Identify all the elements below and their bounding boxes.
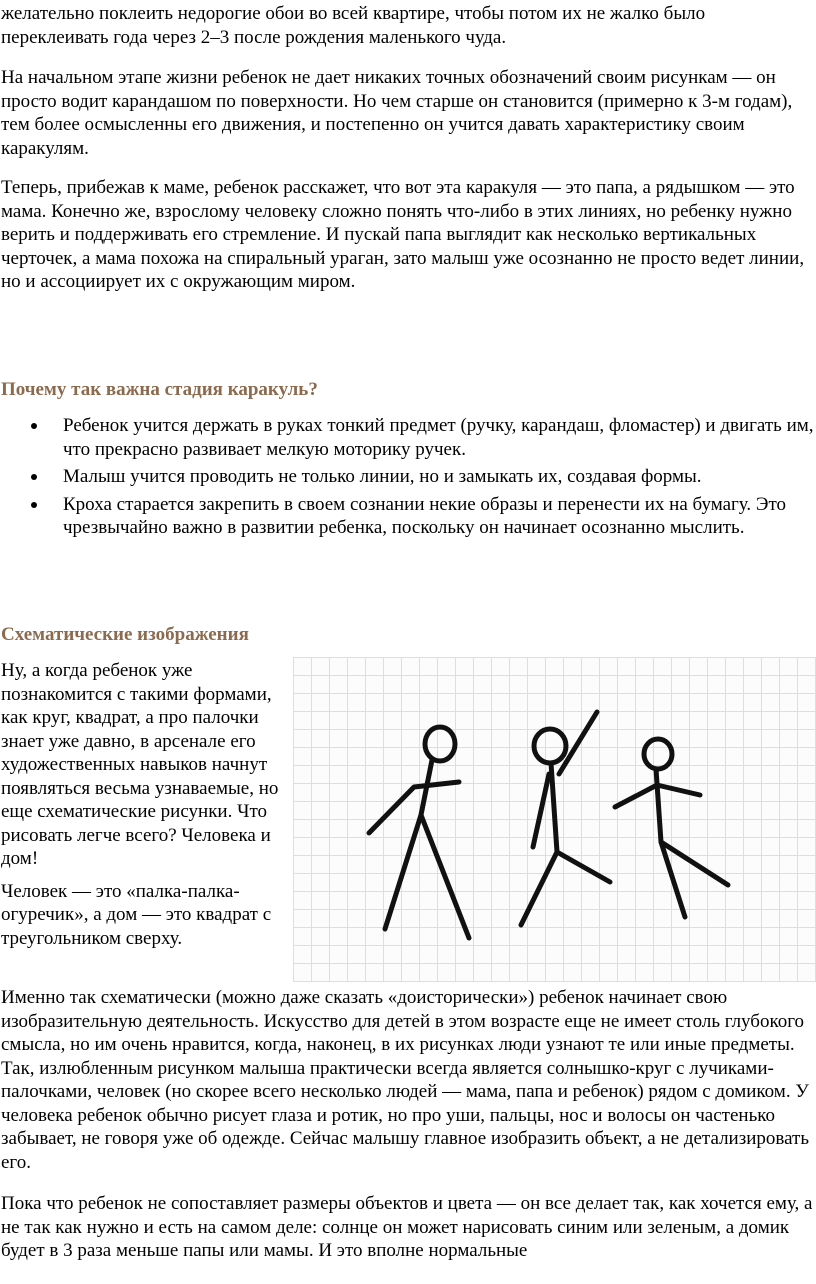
- list-item: [0, 465, 815, 489]
- paragraph-wallpaper: желательно поклеить недорогие обои во всей квартире, чтобы потом их не жалко было переклеивать года через 2–3 после рождения маленького чуда.: [1, 3, 706, 48]
- list-item-text: Малыш учится проводить не только линии, но и замыкать их, создавая формы.: [63, 466, 702, 487]
- list-item: [0, 414, 815, 461]
- stick-figures-icon: [293, 657, 816, 982]
- side-text-block: [1, 659, 291, 950]
- stick-figure-left: [369, 727, 469, 938]
- bullet-icon: [31, 423, 37, 429]
- paragraph-mom-dad: Теперь, прибежав к маме, ребенок расскажет, что вот эта каракуля — это папа, а рядышком — это мама. Конечно же, взрослому человеку сложно понять что-либо в этих линиях, но ребенку нужно верить и поддерживать его стремление. И пускай папа выглядит как несколько вертикальных черточек, а мама похожа на спиральный ураган, зато малыш уже осознанно не просто ведет линии, но и ассоциирует их с окружающим миром.: [1, 177, 805, 292]
- bullet-icon: [31, 474, 37, 480]
- paragraph-shapes: Ну, а когда ребенок уже познакомится с такими формами, как круг, квадрат, а про палочки знает уже давно, в арсенале его художественных навыков начнут появляться весьма узнаваемые, но еще схематические рисунки. Что рисовать легче всего? Человека и дом!: [1, 660, 279, 869]
- stick-figures-image: [293, 657, 816, 982]
- stick-figure-middle: [521, 712, 610, 925]
- list-item-text: Ребенок учится держать в руках тонкий предмет (ручку, карандаш, фломастер) и двигать им, что прекрасно развивает мелкую моторику ручек.: [63, 415, 814, 460]
- paragraph-sizes-colors: Пока что ребенок не сопоставляет размеры объектов и цвета — он все делает так, как хочется ему, а не так как нужно и есть на самом деле: солнце он может нарисовать синим или зеленым, а домик будет в 3 раза меньше папы или мамы. И это вполне нормальные: [1, 1193, 813, 1261]
- list-item: [0, 493, 815, 540]
- paragraph-prehistoric: Именно так схематически (можно даже сказать «доисторически») ребенок начинает свою изобразительную деятельность. Искусство для детей в этом возрасте еще не имеет столь глубокого смысла, но им очень нравится, когда, наконец, в их рисунках люди узнают те или иные предметы. Так, излюбленным рисунком малыша практически всегда является солнышко-круг с лучиками-палочками, человек (но скорее всего несколько людей — мама, папа и ребенок) рядом с домиком. У человека ребенок обычно рисует глаза и ротик, но про уши, пальцы, нос и волосы он частенько забывает, не говоря уже об одежде. Сейчас малышу главное изобразить объект, а не детализировать его.: [1, 987, 810, 1173]
- heading-why-scribbles: Почему так важна стадия каракуль?: [1, 379, 318, 400]
- stick-figure-right: [615, 739, 728, 917]
- bullet-icon: [31, 502, 37, 508]
- bullet-list: [0, 414, 815, 544]
- list-item-text: Кроха старается закрепить в своем сознании некие образы и перенести их на бумагу. Это чрезвычайно важно в развитии ребенка, поскольку он начинает осознанно мыслить.: [63, 493, 787, 538]
- paragraph-stick-man: Человек — это «палка-палка-огуречик», а дом — это квадрат с треугольником сверху.: [1, 880, 272, 949]
- paragraph-early-stage: На начальном этапе жизни ребенок не дает никаких точных обозначений своим рисункам — он просто водит карандашом по поверхности. Но чем старше он становится (примерно к 3-м годам), тем более осмысленны его движения, и постепенно он учится давать характеристику своим каракулям.: [1, 67, 793, 159]
- heading-schematic-images: Схематические изображения: [1, 624, 249, 645]
